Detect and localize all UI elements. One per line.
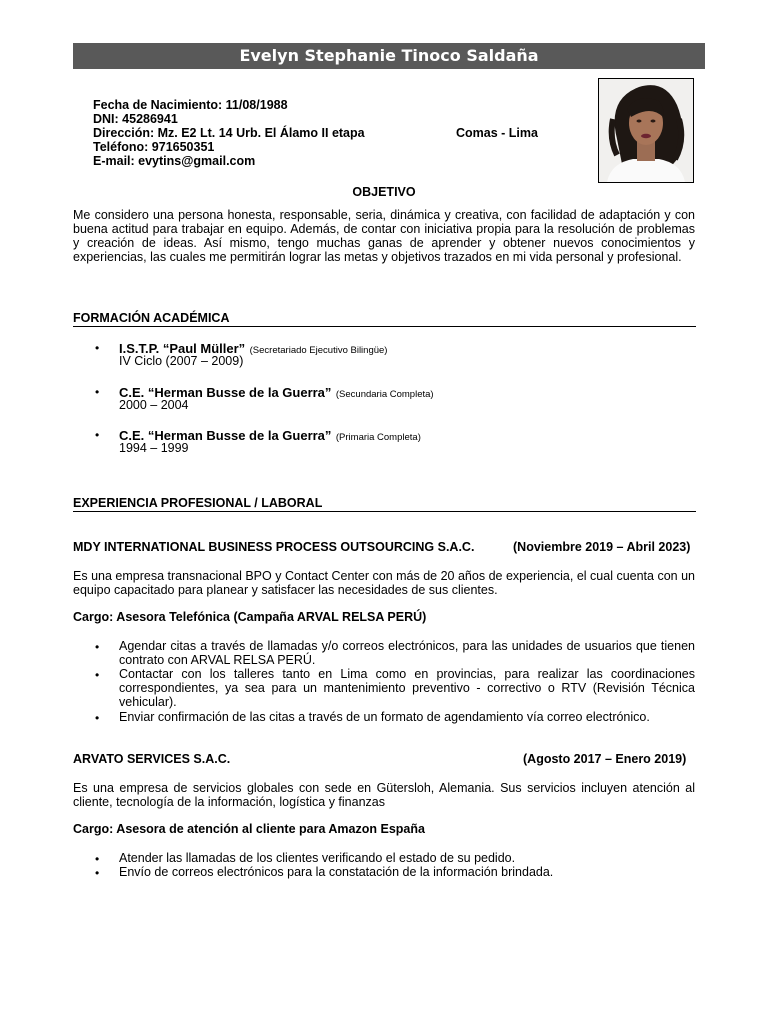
education-title: FORMACIÓN ACADÉMICA: [73, 311, 696, 327]
education-item: [73, 340, 695, 384]
education-years: IV Ciclo (2007 – 2009): [119, 354, 244, 368]
institution-name: I.S.T.P. “Paul Müller”: [119, 341, 246, 356]
job-period: (Noviembre 2019 – Abril 2023): [513, 540, 691, 554]
address: Dirección: Mz. E2 Lt. 14 Urb. El Álamo II etapa: [93, 126, 365, 140]
company-name: ARVATO SERVICES S.A.C.: [73, 752, 231, 766]
company-description: Es una empresa transnacional BPO y Contact Center con más de 20 años de experiencia, el cual cuenta con un equipo capacitado para planear y satisfacer las necesidades de sus clientes.: [73, 569, 695, 597]
job-role: Cargo: Asesora de atención al cliente para Amazon España: [73, 822, 425, 836]
bullet: •: [95, 640, 100, 654]
objective-text: Me considero una persona honesta, responsable, seria, dinámica y creativa, con facilidad de adaptación y con buena actitud para trabajar en equipo. Además, de contar con iniciativa propia para la resolución de problemas y creación de ideas. Así mismo, tengo muchas ganas de aprender y obtener nuevos conocimientos y experiencias, las cuales me permitirán lograr las metas y objetivos trazados en mi vida personal y profesional.: [73, 208, 695, 264]
company-name: MDY INTERNATIONAL BUSINESS PROCESS OUTSOURCING S.A.C.: [73, 540, 475, 554]
job-task: Envío de correos electrónicos para la constatación de la información brindada.: [119, 865, 554, 879]
institution-name: C.E. “Herman Busse de la Guerra”: [119, 428, 332, 443]
birth-date: Fecha de Nacimiento: 11/08/1988: [93, 98, 288, 112]
job-role: Cargo: Asesora Telefónica (Campaña ARVAL RELSA PERÚ): [73, 610, 427, 624]
job-period: (Agosto 2017 – Enero 2019): [523, 752, 687, 766]
institution-name: C.E. “Herman Busse de la Guerra”: [119, 385, 332, 400]
institution-note: (Secretariado Ejecutivo Bilingüe): [249, 345, 388, 356]
profile-photo: [598, 78, 694, 183]
dni: DNI: 45286941: [93, 112, 178, 126]
education-item: [73, 427, 695, 457]
phone: Teléfono: 971650351: [93, 140, 215, 154]
education-list: [73, 340, 695, 457]
job-task: Enviar confirmación de las citas a través de un formato de agendamiento vía correo electrónico.: [119, 710, 650, 724]
objective-title: OBJETIVO: [352, 185, 416, 199]
institution-note: (Primaria Completa): [335, 432, 421, 443]
job-task: Agendar citas a través de llamadas y/o correos electrónicos, para las unidades de usuarios que tienen contrato con ARVAL RELSA PERÚ.: [119, 639, 695, 667]
bullet: •: [95, 428, 100, 442]
education-years: 1994 – 1999: [119, 441, 189, 455]
education-years: 2000 – 2004: [119, 398, 189, 412]
bullet: •: [95, 668, 100, 682]
bullet: •: [95, 385, 100, 399]
education-item: [73, 384, 695, 427]
company-description: Es una empresa de servicios globales con sede en Gütersloh, Alemania. Sus servicios incluyen atención al cliente, tecnología de la información, logística y finanzas: [73, 781, 695, 809]
bullet: •: [95, 341, 100, 355]
email: E-mail: evytins@gmail.com: [93, 154, 256, 168]
experience-title: EXPERIENCIA PROFESIONAL / LABORAL: [73, 496, 696, 512]
bullet: •: [95, 852, 100, 866]
name-banner: Evelyn Stephanie Tinoco Saldaña: [73, 43, 705, 69]
bullet: •: [95, 866, 100, 880]
institution-note: (Secundaria Completa): [335, 389, 434, 400]
job-task: Atender las llamadas de los clientes verificando el estado de su pedido.: [119, 851, 516, 865]
bullet: •: [95, 711, 100, 725]
district: Comas - Lima: [456, 126, 538, 140]
job-task: Contactar con los talleres tanto en Lima como en provincias, para realizar las coordinaciones correspondientes, ya sea para un mantenimiento preventivo - correctivo o RTV (Revisión Técnica vehicular).: [119, 667, 695, 709]
